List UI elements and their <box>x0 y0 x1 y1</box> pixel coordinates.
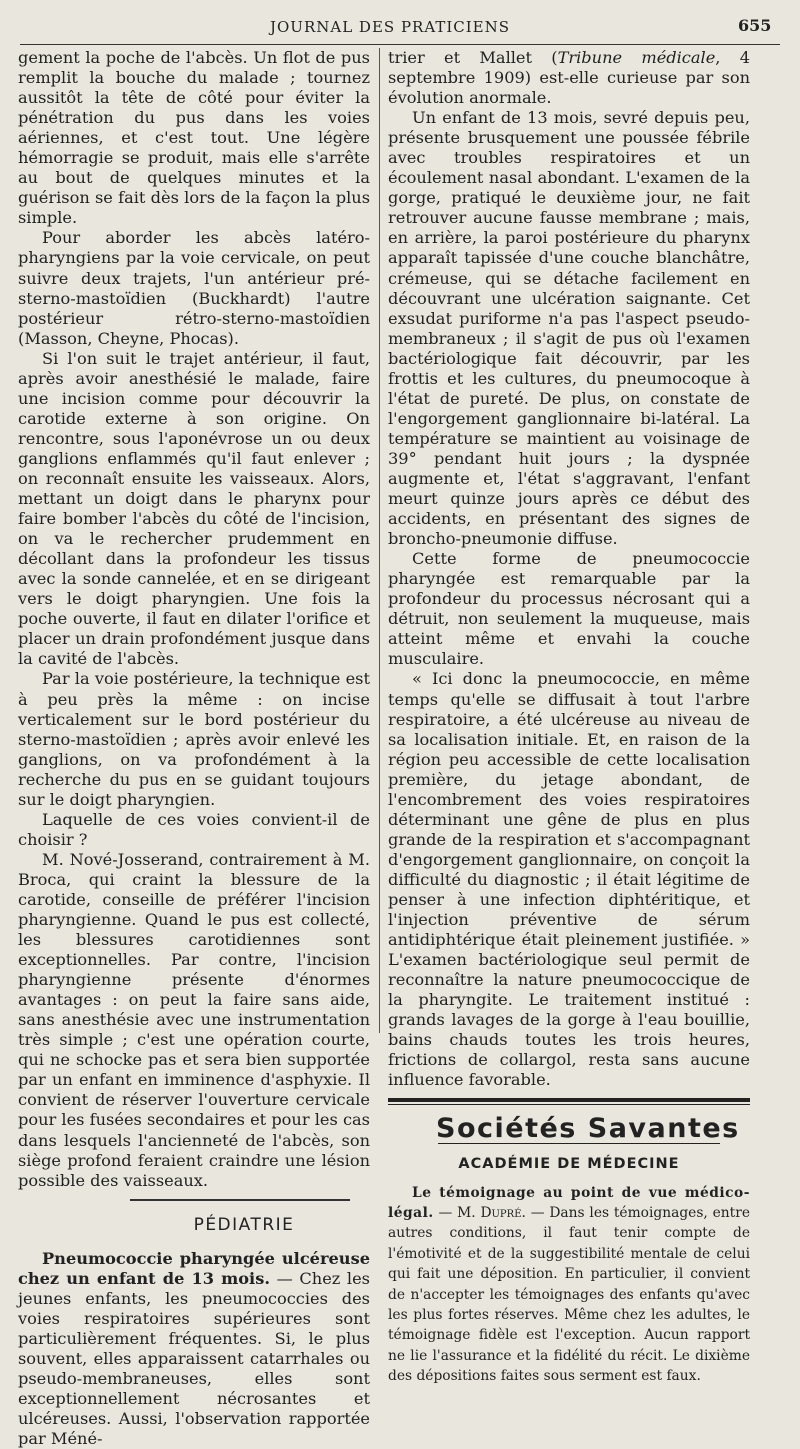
paragraph: gement la poche de l'abcès. Un flot de pus remplit la bouche du malade ; tournez aussitôt la tête de côté pour éviter la pénétration du pus dans les voies aériennes, et c'est tout. Une légère hémorragie se produit, mais elle s'arrête au bout de quelques minutes et la guérison se fait dès lors de la façon la plus simple. <box>18 48 370 228</box>
paragraph <box>388 48 750 108</box>
report-paragraph <box>388 1183 750 1387</box>
column-divider <box>379 48 380 1033</box>
paragraph: Par la voie postérieure, la technique est à peu près la même : on incise verticalement sur le bord postérieur du sterno-mastoïdien ; après avoir enlevé les ganglions, on va profondément à la recherche du pus en se guidant toujours sur le doigt pharyngien. <box>18 669 370 809</box>
page-header <box>0 14 800 38</box>
paragraph: Un enfant de 13 mois, sevré depuis peu, présente brusquement une poussée fébrile avec troubles respiratoires et un écoulement nasal abondant. L'examen de la gorge, pratiqué le deuxième jour, ne fait retrouver aucune fausse membrane ; mais, en arrière, la paroi postérieure du pharynx apparaît tapissée d'une couche blanchâtre, crémeuse, qui se détache facilement en découvrant une ulcération saignante. Cet exsudat puriforme n'a pas l'aspect pseudo-membraneux ; il s'agit de pus où l'examen bactériologique fait découvrir, par les frottis et les cultures, du pneumocoque à l'état de pureté. De plus, on constate de l'engorgement ganglionnaire bi-latéral. La température se maintient au voisinage de 39° pendant huit jours ; la dyspnée augmente et, l'état s'aggravant, l'enfant meurt quinze jours après ce début des accidents, en présentant des signes de broncho-pneumonie diffuse. <box>388 108 750 549</box>
heading-underline <box>438 1143 720 1144</box>
section-rule-thin <box>388 1104 750 1105</box>
paragraph: Laquelle de ces voies convient-il de choisir ? <box>18 809 370 849</box>
academy-heading: ACADÉMIE DE MÉDECINE <box>458 1156 680 1173</box>
paragraph: « Ici donc la pneumococcie, en même temps qu'elle se diffusait à tout l'arbre respiratoire, a été ulcéreuse au niveau de sa localisation initiale. Et, en raison de la région peu accessible de cette localisation première, du jetage abondant, de l'encombrement des voies respiratoires déterminant une gêne de plus en plus grande de la respiration et s'accompagnant d'engorgement ganglionnaire, on conçoit la difficulté du diagnostic ; il était légitime de penser à une infection diphtéritique, et l'injection préventive de sérum antidiphtérique était pleinement justifiée. » L'examen bactériologique seul permit de reconnaître la nature pneumococcique de la pharyngite. Le traitement institué : grands lavages de la gorge à l'eau bouillie, bains chauds toutes les trois heures, frictions de collargol, resta sans aucune influence favorable. <box>388 669 750 1090</box>
article-paragraph <box>18 1249 370 1449</box>
paragraph: Cette forme de pneumococcie pharyngée est remarquable par la profondeur du processus nécrosant qui a détruit, non seulement la muqueuse, mais atteint même et envahi la couche musculaire. <box>388 549 750 669</box>
section-heading: PÉDIATRIE <box>193 1214 295 1235</box>
paragraph: Pour aborder les abcès latéro-pharyngiens par la voie cervicale, on peut suivre deux trajets, l'un antérieur pré-sterno-mastoïdien (Buckhardt) l'autre postérieur rétro-sterno-mastoïdien (Masson, Cheyne, Phocas). <box>18 228 370 348</box>
text-run: — <box>433 1204 458 1221</box>
text-run: trier et Mallet ( <box>388 48 558 67</box>
left-column <box>18 48 370 1449</box>
paragraph: M. Nové-Josserand, contrairement à M. Broca, qui craint la blessure de la carotide, conseille de préférer l'incision pharyngienne. Quand le pus est collecté, les blessures carotidiennes sont exceptionnelles. Par contre, l'incision pharyngienne présente d'énormes avantages : on peut la faire sans aide, sans anesthésie avec une instrumentation très simple ; c'est une opération courte, qui ne schocke pas et sera bien supportée par un enfant en imminence d'asphyxie. Il convient de réserver l'ouverture cervicale pour les fusées secondaires et pour les cas dans lesquels l'ancienneté de l'abcès, son siège profond feraient craindre une lésion possible des vaisseaux. <box>18 849 370 1190</box>
text-run: , 4 septembre 1909) est-elle curieuse par son évolution anormale. <box>388 48 750 108</box>
societies-heading: Sociétés Savantes <box>436 1113 740 1145</box>
report-title: Le témoignage au point de vue médico-légal. <box>388 1184 750 1221</box>
section-divider <box>130 1199 350 1201</box>
page-number: 655 <box>738 16 772 35</box>
header-rule <box>20 44 780 45</box>
running-title: JOURNAL DES PRATICIENS <box>270 18 511 36</box>
paragraph: Si l'on suit le trajet antérieur, il faut, après avoir anesthésié le malade, faire une incision comme pour découvrir la carotide externe à son origine. On rencontre, sous l'aponévrose un ou deux ganglions enflammés qu'il faut enlever ; on reconnaît ensuite les vaisseaux. Alors, mettant un doigt dans le pharynx pour faire bomber l'abcès du côté de l'incision, on va le rechercher prudemment en décollant dans la profondeur les tissus avec la sonde cannelée, et en se dirigeant vers le doigt pharyngien. Une fois la poche ouverte, il faut en dilater l'orifice et placer un drain profondément jusque dans la cavité de l'abcès. <box>18 348 370 669</box>
article-title: Pneumococcie pharyngée ulcéreuse chez un enfant de 13 mois. <box>18 1248 370 1288</box>
section-rule-thick <box>388 1098 750 1102</box>
article-intro: — Chez les jeunes enfants, les pneumococcies des voies respiratoires supérieures sont particulièrement fréquentes. Si, le plus souvent, elles apparaissent catarrhales ou pseudo-membraneuses, elles sont exceptionnellement nécrosantes et ulcéreuses. Aussi, l'observation rapportée par Méné- <box>18 1268 370 1449</box>
right-column <box>388 48 750 1387</box>
report-text: — Dans les témoignages, entre autres conditions, il faut tenir compte de l'émotivité et de la suggestibilité mentale de celui qui fait une déposition. En particulier, il convient de n'accepter les témoignages des enfants qu'avec les plus fortes réserves. Même chez les adultes, le témoignage fidèle est l'exception. Aucun rapport ne lie l'assurance et la fidélité du récit. Le dixième des dépositions faites sous serment est faux. <box>388 1204 750 1385</box>
journal-name: Tribune médicale <box>557 48 716 67</box>
report-author: M. Dupré. <box>457 1204 526 1221</box>
